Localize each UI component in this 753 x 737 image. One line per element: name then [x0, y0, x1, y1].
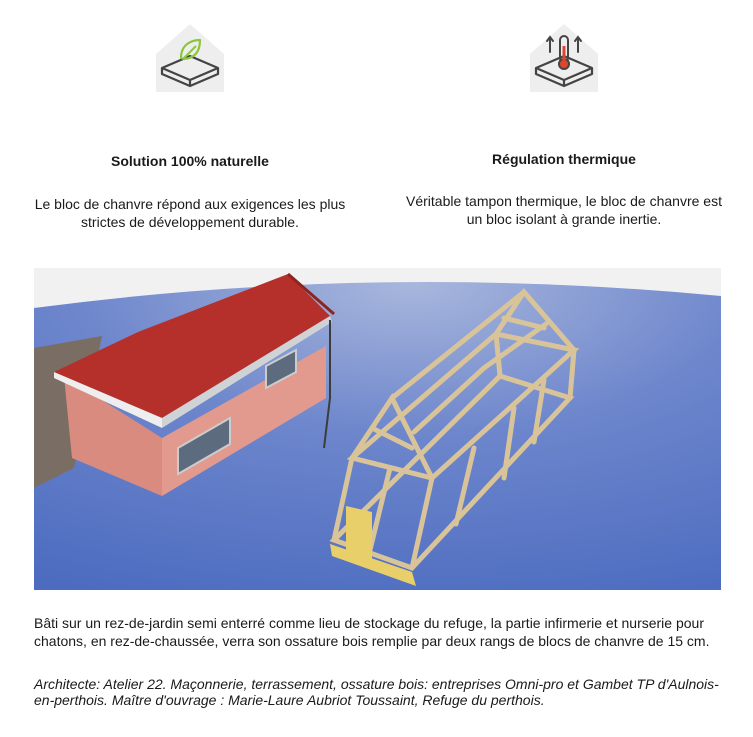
render-illustration [34, 268, 721, 590]
feature-thermal-title: Régulation thermique [492, 151, 636, 167]
feature-natural-text: Le bloc de chanvre répond aux exigences les plus strictes de développement durable. [34, 196, 346, 230]
hemp-block-wall [346, 506, 372, 560]
project-caption: Bâti sur un rez-de-jardin semi enterré comme lieu de stockage du refuge, la partie infirmerie et nurserie pour chatons, en rez-de-chaussée, verra son ossature bois remplie par deux rangs de blocs de chanvre de 15 cm. [34, 615, 710, 649]
feature-natural-title: Solution 100% naturelle [111, 153, 269, 169]
feature-natural-icon-wrap [20, 0, 360, 110]
project-credits: Architecte: Atelier 22. Maçonnerie, terrassement, ossature bois: entreprises Omni-pro et Gambet TP d'Aulnois-en-perthois. Maître d'ouvrage : Marie-Laure Aubriot Toussaint, Refuge du perthois. [34, 676, 719, 708]
building-3d-render [34, 268, 721, 590]
feature-thermal-icon-wrap [394, 0, 734, 110]
feature-natural [20, 0, 360, 230]
thermometer-insulation-icon [528, 22, 600, 94]
feature-thermal-text: Véritable tampon thermique, le bloc de chanvre est un bloc isolant à grande inertie. [406, 193, 722, 227]
leaf-house-insulation-icon [154, 22, 226, 94]
feature-thermal [394, 0, 734, 227]
